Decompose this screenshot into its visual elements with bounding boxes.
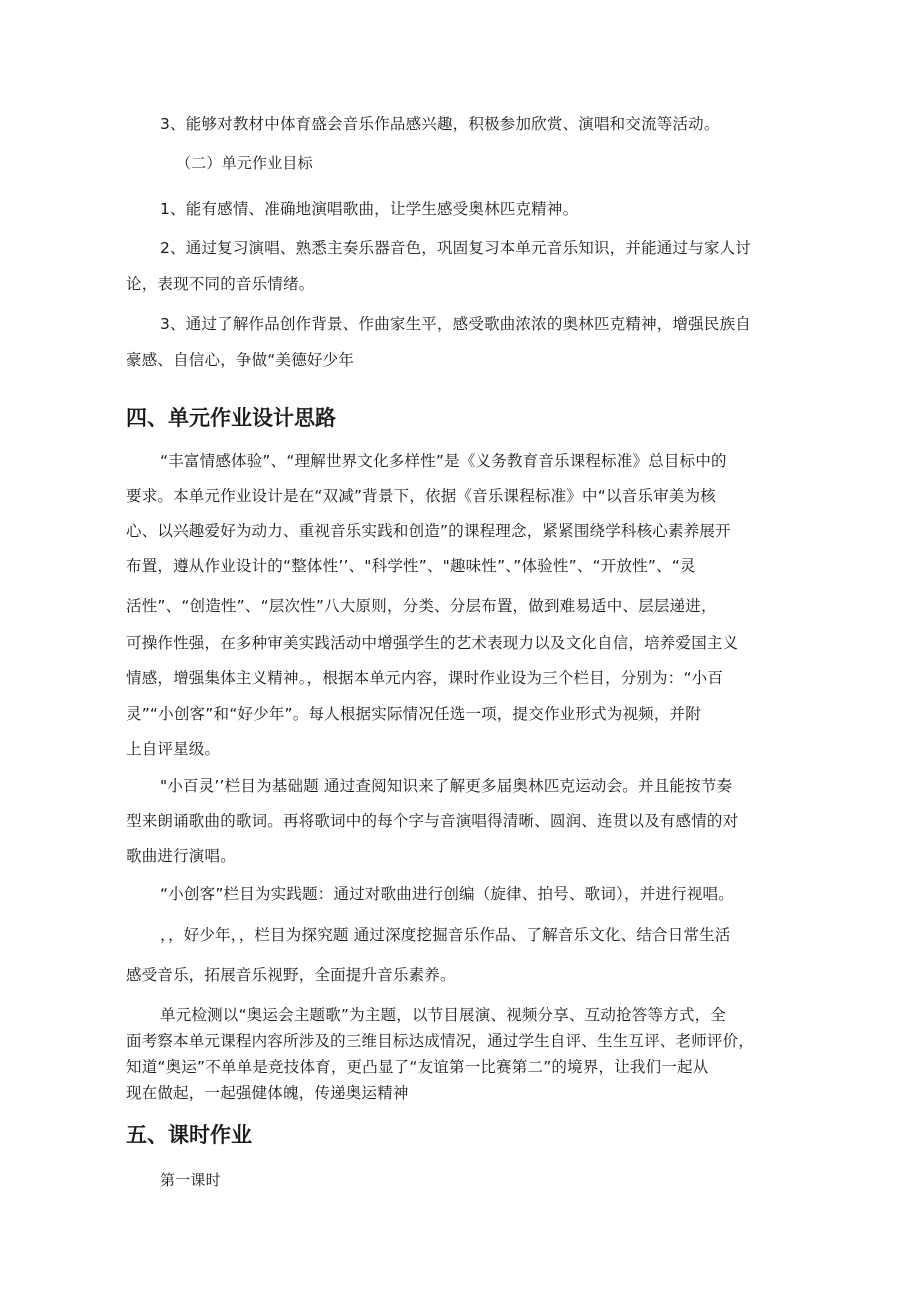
s4-para2-line: 歌曲进行演唱。	[126, 847, 236, 865]
s4-para1-line: 心、以兴趣爱好为动力、重视音乐实践和创造”的课程理念，紧紧围绕学科核心素养展开	[126, 522, 731, 540]
homework-goals-heading: （二）单元作业目标	[176, 154, 313, 172]
s4-para1-line: 布置，遵从作业设计的“整体性’’、"科学性”、"趣味性”、”体验性”、“开放性”、“灵	[126, 557, 696, 575]
s4-para1-line: 情感，增强集体主义精神。，根据本单元内容，课时作业设为三个栏目，分别为：“小百	[126, 669, 724, 687]
homework-goal-3-line1: 3、通过了解作品创作背景、作曲家生平，感受歌曲浓浓的奥林匹克精神，增强民族自	[160, 315, 751, 333]
section-4-title: 四、单元作业设计思路	[126, 406, 336, 430]
s4-para5-line: 知道“奥运”不单单是竞技体育，更凸显了“友谊第一比赛第二”的境界，让我们一起从	[126, 1058, 709, 1076]
homework-goal-2-line1: 2、通过复习演唱、熟悉主奏乐器音色，巩固复习本单元音乐知识，并能通过与家人讨	[160, 239, 751, 257]
s4-para2-line: "小百灵’’栏目为基础题 通过查阅知识来了解更多届奥林匹克运动会。并且能按节奏	[160, 777, 733, 795]
s4-para4-line2: 感受音乐，拓展音乐视野，全面提升音乐素养。	[126, 966, 456, 984]
s4-para5-line: 单元检测以“奥运会主题歌”为主题，以节目展演、视频分享、互动抢答等方式，全	[160, 1006, 726, 1024]
section-5-title: 五、课时作业	[126, 1123, 252, 1147]
s4-para2-line: 型来朗诵歌曲的歌词。再将歌词中的每个字与音演唱得清晰、圆润、连贯以及有感情的对	[126, 812, 739, 830]
s4-para1-line: 要求。本单元作业设计是在“双减”背景下，依据《音乐课程标准》中“以音乐审美为核	[126, 487, 716, 505]
s4-para1-line: 可操作性强，在多种审美实践活动中增强学生的艺术表现力以及文化自信，培养爱国主义	[126, 634, 739, 652]
goal-item-3: 3、能够对教材中体育盛会音乐作品感兴趣，积极参加欣赏、演唱和交流等活动。	[160, 115, 720, 133]
homework-goal-2-line2: 论，表现不同的音乐情绪。	[126, 275, 315, 293]
s4-para1-line: 上自评星级。	[126, 740, 221, 758]
s4-para3: “小创客”栏目为实践题：通过对歌曲进行创编（旋律、拍号、歌词），并进行视唱。	[160, 885, 734, 903]
s4-para5-line: 面考察本单元课程内容所涉及的三维目标达成情况，通过学生自评、生生互评、老师评价，	[126, 1032, 755, 1050]
s4-para1-line: 灵”“小创客”和“好少年”。每人根据实际情况任选一项，提交作业形式为视频，并附	[126, 705, 701, 723]
s4-para5-line: 现在做起，一起强健体魄，传递奥运精神	[126, 1084, 409, 1102]
homework-goal-3-line2: 豪感、自信心，争做“美德好少年	[126, 351, 355, 369]
s4-para1-line: 活性”、“创造性”、“层次性”八大原则，分类、分层布置，做到难易适中、层层递进，	[126, 597, 717, 615]
s4-para1-line: “丰富情感体验”、“理解世界文化多样性”是《义务教育音乐课程标准》总目标中的	[160, 452, 727, 470]
homework-goal-1: 1、能有感情、准确地演唱歌曲，让学生感受奥林匹克精神。	[160, 200, 579, 218]
lesson-1-label: 第一课时	[160, 1171, 221, 1189]
s4-para4-line1: ，，好少年，，栏目为探究题 通过深度挖掘音乐作品、了解音乐文化、结合日常生活	[160, 926, 731, 944]
